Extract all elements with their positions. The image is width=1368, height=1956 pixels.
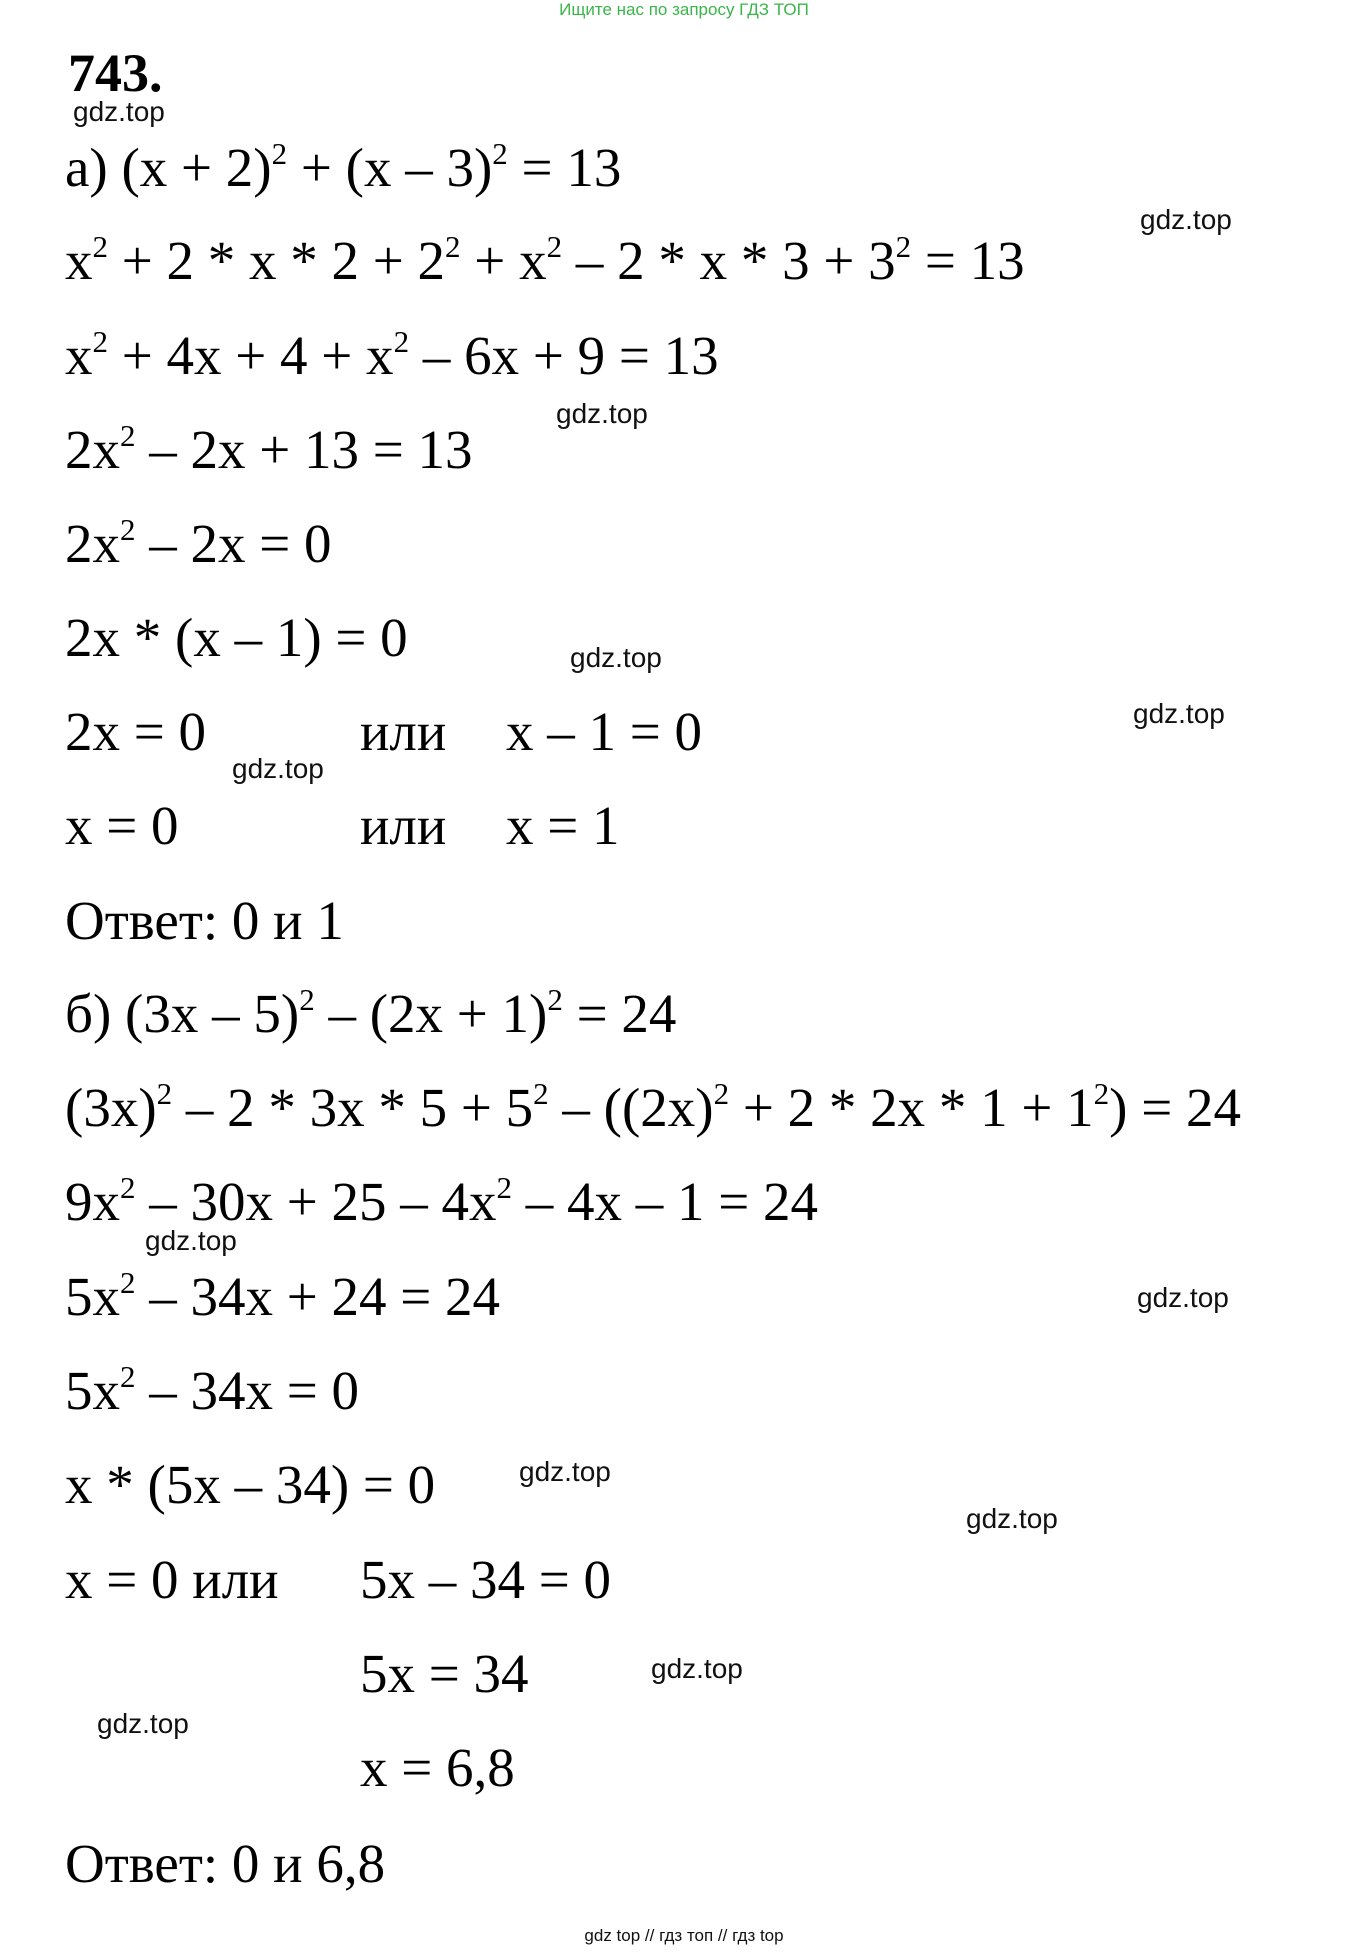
watermark: gdz.top: [232, 753, 324, 784]
part-a-line-3: $x^2 + 4x + 4 + x^2 - 6x + 9 = 13$: [65, 324, 719, 386]
problem-number: 743.: [68, 43, 163, 103]
watermark: gdz.top: [570, 642, 662, 673]
part-b-line-4: $5x^2 - 34x + 24 = 24$: [65, 1265, 501, 1327]
part-a-line-8-or: или: [360, 795, 447, 856]
watermark: gdz.top: [145, 1225, 237, 1256]
part-a-line-4: $2x^2 - 2x + 13 = 13$: [65, 418, 473, 480]
part-b-line-3: $9x^2 - 30x + 25 - 4x^2 - 4x - 1 = 24$: [65, 1170, 819, 1232]
watermark: gdz.top: [519, 1456, 611, 1487]
watermark: gdz.top: [556, 398, 648, 429]
part-a-line-7-left: 2x = 0: [65, 701, 207, 762]
footer-watermark: gdz top // гдз топ // гдз top: [584, 1926, 784, 1945]
part-b-line-2: $(3x)^2 - 2 * 3x * 5 + 5^2 - ((2x)^2 + 2 * 2x * 1 + 1^2) = 24$: [65, 1076, 1242, 1138]
part-b-line-9: x = 6,8: [360, 1737, 515, 1798]
watermark: gdz.top: [1137, 1282, 1229, 1313]
watermark: gdz.top: [1140, 204, 1232, 235]
part-b-line-6: x * (5x – 34) = 0: [65, 1454, 436, 1515]
part-a-answer: Ответ: 0 и 1: [65, 890, 344, 951]
part-b-answer: Ответ: 0 и 6,8: [65, 1833, 386, 1894]
part-b-line-5: $5x^2 - 34x = 0$: [65, 1359, 360, 1421]
part-a-line-1: а) $(x + 2)^2 + (x - 3)^2 = 13$: [65, 136, 622, 198]
watermark: gdz.top: [651, 1653, 743, 1684]
part-a-line-8-right: x = 1: [506, 795, 620, 856]
part-a-line-7-right: x – 1 = 0: [506, 701, 703, 762]
part-b-line-1: б) $(3x - 5)^2 - (2x + 1)^2 = 24$: [65, 982, 677, 1044]
part-b-line-8: 5x = 34: [360, 1643, 529, 1704]
part-a-line-2: $x^2 + 2 * x * 2 + 2^2 + x^2 - 2 * x * 3 + 3^2 = 13$: [65, 229, 1025, 291]
part-a-line-7-or: или: [360, 701, 447, 762]
watermark: gdz.top: [1133, 698, 1225, 729]
part-a-line-8-left: x = 0: [65, 795, 179, 856]
watermark: gdz.top: [966, 1503, 1058, 1534]
top-banner[interactable]: Ищите нас по запросу ГДЗ ТОП: [559, 0, 809, 19]
part-a-line-5: $2x^2 - 2x = 0$: [65, 512, 332, 574]
part-a-line-6: 2x * (x – 1) = 0: [65, 607, 408, 668]
part-b-line-7-right: 5x – 34 = 0: [360, 1549, 612, 1610]
watermark: gdz.top: [97, 1708, 189, 1739]
watermark: gdz.top: [73, 96, 165, 127]
part-b-line-7-left: x = 0 или: [65, 1549, 279, 1610]
